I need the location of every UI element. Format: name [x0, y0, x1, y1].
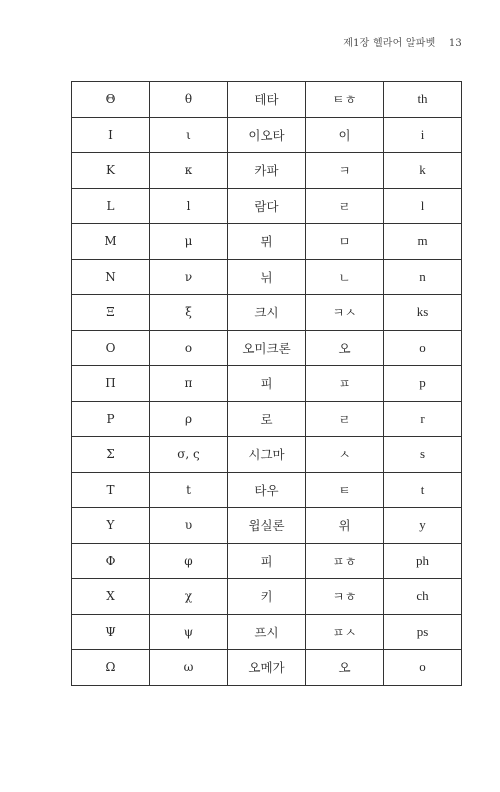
lowercase-letter: ν [150, 259, 228, 295]
lowercase-letter: ρ [150, 401, 228, 437]
table-row [72, 330, 462, 366]
letter-name: 오메가 [228, 650, 306, 686]
uppercase-letter: Φ [72, 543, 150, 579]
roman-transliteration: m [384, 224, 462, 260]
korean-sound: ㅋㅎ [306, 579, 384, 615]
uppercase-letter: Ω [72, 650, 150, 686]
korean-sound: ㅁ [306, 224, 384, 260]
korean-sound: ㅌ [306, 472, 384, 508]
table-row [72, 508, 462, 544]
korean-sound: ㅍㅅ [306, 614, 384, 650]
table-row [72, 224, 462, 260]
uppercase-letter: Θ [72, 82, 150, 118]
letter-name: 타우 [228, 472, 306, 508]
table-row [72, 614, 462, 650]
uppercase-letter: Y [72, 508, 150, 544]
uppercase-letter: Ψ [72, 614, 150, 650]
lowercase-letter: χ [150, 579, 228, 615]
uppercase-letter: Ξ [72, 295, 150, 331]
korean-sound: ㄹ [306, 401, 384, 437]
korean-sound: 위 [306, 508, 384, 544]
letter-name: 시그마 [228, 437, 306, 473]
roman-transliteration: n [384, 259, 462, 295]
letter-name: 윕실론 [228, 508, 306, 544]
lowercase-letter: ι [150, 117, 228, 153]
table-row [72, 543, 462, 579]
uppercase-letter: P [72, 401, 150, 437]
alphabet-table-body [72, 82, 462, 686]
chapter-label: 제1장 [343, 38, 370, 49]
korean-sound: 오 [306, 650, 384, 686]
lowercase-letter: μ [150, 224, 228, 260]
roman-transliteration: l [384, 188, 462, 224]
korean-sound: ㅋ [306, 153, 384, 189]
table-row [72, 366, 462, 402]
uppercase-letter: Σ [72, 437, 150, 473]
table-row [72, 188, 462, 224]
letter-name: 카파 [228, 153, 306, 189]
korean-sound: 오 [306, 330, 384, 366]
roman-transliteration: ks [384, 295, 462, 331]
uppercase-letter: K [72, 153, 150, 189]
table-row [72, 259, 462, 295]
letter-name: 키 [228, 579, 306, 615]
lowercase-letter: σ, ς [150, 437, 228, 473]
roman-transliteration: p [384, 366, 462, 402]
table-row [72, 295, 462, 331]
korean-sound: 이 [306, 117, 384, 153]
letter-name: 뮈 [228, 224, 306, 260]
lowercase-letter: ψ [150, 614, 228, 650]
roman-transliteration: th [384, 82, 462, 118]
uppercase-letter: M [72, 224, 150, 260]
roman-transliteration: ps [384, 614, 462, 650]
letter-name: 피 [228, 543, 306, 579]
lowercase-letter: l [150, 188, 228, 224]
roman-transliteration: t [384, 472, 462, 508]
letter-name: 로 [228, 401, 306, 437]
greek-alphabet-table [71, 81, 462, 686]
korean-sound: ㄹ [306, 188, 384, 224]
letter-name: 피 [228, 366, 306, 402]
lowercase-letter: κ [150, 153, 228, 189]
lowercase-letter: o [150, 330, 228, 366]
roman-transliteration: k [384, 153, 462, 189]
korean-sound: ㄴ [306, 259, 384, 295]
page-number: 13 [448, 38, 462, 49]
table-row [72, 401, 462, 437]
lowercase-letter: θ [150, 82, 228, 118]
lowercase-letter: t [150, 472, 228, 508]
roman-transliteration: ch [384, 579, 462, 615]
uppercase-letter: T [72, 472, 150, 508]
roman-transliteration: ph [384, 543, 462, 579]
uppercase-letter: X [72, 579, 150, 615]
roman-transliteration: r [384, 401, 462, 437]
table-row [72, 650, 462, 686]
korean-sound: ㅌㅎ [306, 82, 384, 118]
korean-sound: ㅋㅅ [306, 295, 384, 331]
letter-name: 오미크론 [228, 330, 306, 366]
uppercase-letter: O [72, 330, 150, 366]
letter-name: 람다 [228, 188, 306, 224]
uppercase-letter: I [72, 117, 150, 153]
roman-transliteration: y [384, 508, 462, 544]
uppercase-letter: N [72, 259, 150, 295]
table-row [72, 82, 462, 118]
korean-sound: ㅍ [306, 366, 384, 402]
lowercase-letter: π [150, 366, 228, 402]
letter-name: 테타 [228, 82, 306, 118]
roman-transliteration: i [384, 117, 462, 153]
lowercase-letter: ξ [150, 295, 228, 331]
chapter-title: 헬라어 알파벳 [372, 38, 436, 49]
letter-name: 이오타 [228, 117, 306, 153]
uppercase-letter: L [72, 188, 150, 224]
running-header [343, 34, 462, 49]
korean-sound: ㅍㅎ [306, 543, 384, 579]
lowercase-letter: υ [150, 508, 228, 544]
table-row [72, 437, 462, 473]
table-row [72, 153, 462, 189]
lowercase-letter: ω [150, 650, 228, 686]
table-row [72, 117, 462, 153]
table-row [72, 472, 462, 508]
uppercase-letter: Π [72, 366, 150, 402]
roman-transliteration: s [384, 437, 462, 473]
table-row [72, 579, 462, 615]
korean-sound: ㅅ [306, 437, 384, 473]
roman-transliteration: o [384, 650, 462, 686]
lowercase-letter: φ [150, 543, 228, 579]
letter-name: 크시 [228, 295, 306, 331]
letter-name: 프시 [228, 614, 306, 650]
roman-transliteration: o [384, 330, 462, 366]
letter-name: 뉘 [228, 259, 306, 295]
